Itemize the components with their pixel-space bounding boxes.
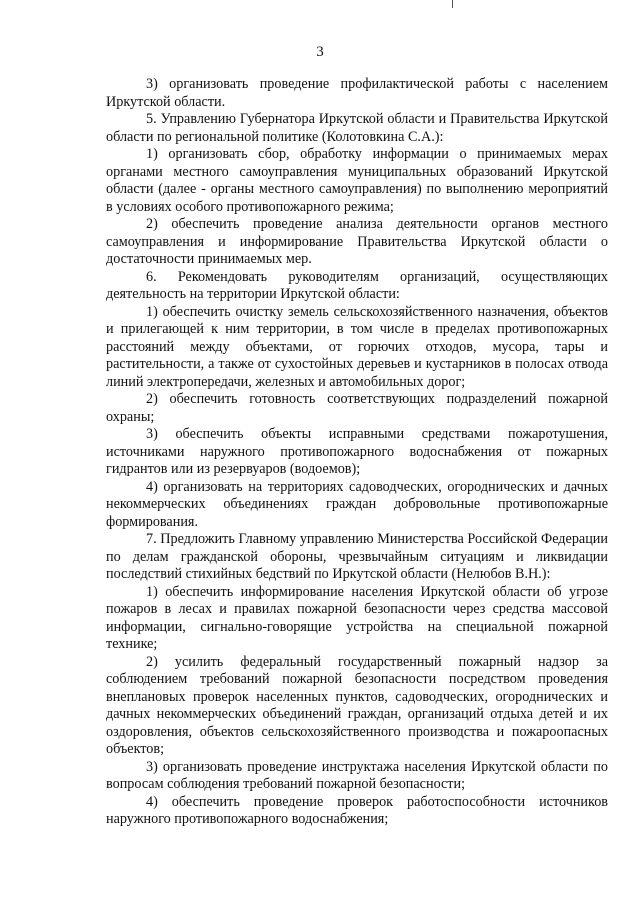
scan-mark <box>452 0 453 8</box>
paragraph: 7. Предложить Главному управлению Министерства Российской Федерации по делам гражданской обороны, чрезвычайным ситуациям и ликвидации последствий стихийных бедствий по Иркутской области (Нелюбов В.Н.): <box>106 531 608 582</box>
paragraph: 2) обеспечить проведение анализа деятельности органов местного самоуправления и информирование Правительства Иркутской области о достаточности принимаемых мер. <box>106 216 608 267</box>
paragraph: 2) обеспечить готовность соответствующих подразделений пожарной охраны; <box>106 391 608 425</box>
paragraph: 1) обеспечить информирование населения Иркутской области об угрозе пожаров в лесах и правилах пожарной безопасности через средства массовой информации, сигнально-говорящие устройства на специальной пожарной технике; <box>106 583 608 652</box>
paragraph: 1) организовать сбор, обработку информации о принимаемых мерах органами местного самоуправления муниципальных образований Иркутской области (далее - органы местного самоуправления) по выполнению мероприятий в условиях особого противопожарного режима; <box>106 146 608 215</box>
paragraph: 4) обеспечить проведение проверок работоспособности источников наружного противопожарного водоснабжения; <box>106 793 608 827</box>
paragraph: 2) усилить федеральный государственный пожарный надзор за соблюдением требований пожарной безопасности посредством проведения внеплановых проверок населенных пунктов, садоводческих, огороднических и дачных некоммерческих объединений граждан, организаций отдыха детей и их оздоровления, объектов сельскохозяйственного производства и пожароопасных объектов; <box>106 653 608 757</box>
paragraph: 1) обеспечить очистку земель сельскохозяйственного назначения, объектов и прилегающей к ним территории, в том числе в пределах противопожарных расстояний между объектами, от горючих отходов, мусора, тары и растительности, а также от сухостойных деревьев и кустарников в полосах отвода линий электропередачи, железных и автомобильных дорог; <box>106 303 608 390</box>
paragraph: 4) организовать на территориях садоводческих, огороднических и дачных некоммерческих объединениях граждан добровольные противопожарные формирования. <box>106 478 608 530</box>
page-number: 3 <box>316 44 324 60</box>
paragraph: 3) организовать проведение инструктажа населения Иркутской области по вопросам соблюдения требований пожарной безопасности; <box>106 758 608 792</box>
paragraph: 3) обеспечить объекты исправными средствами пожаротушения, источниками наружного противопожарного водоснабжения от пожарных гидрантов или из резервуаров (водоемов); <box>106 426 608 477</box>
paragraph: 3) организовать проведение профилактической работы с населением Иркутской области. <box>106 76 608 110</box>
paragraph: 5. Управлению Губернатора Иркутской области и Правительства Иркутской области по региональной политике (Колотовкина С.А.): <box>106 111 608 145</box>
document-body <box>106 76 608 829</box>
paragraph: 6. Рекомендовать руководителям организаций, осуществляющих деятельность на территории Иркутской области: <box>106 268 608 302</box>
